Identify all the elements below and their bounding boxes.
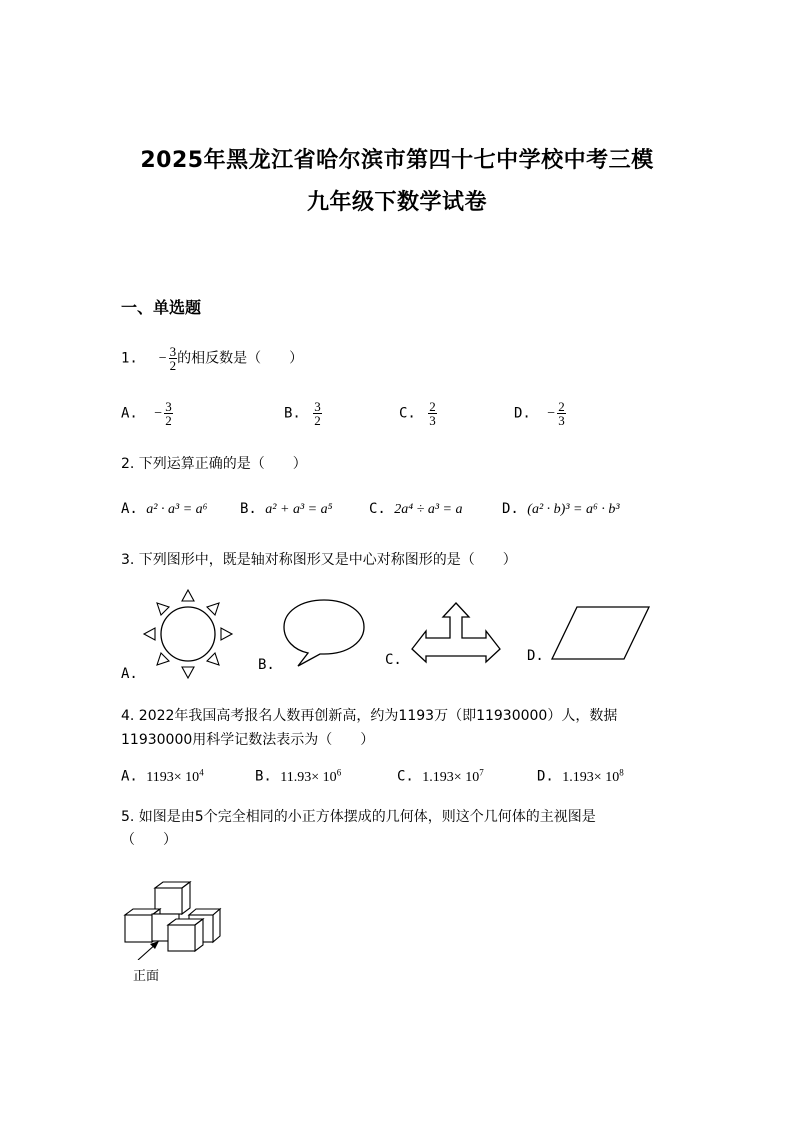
question-number: 1. <box>121 350 138 367</box>
question-4-line1: 4. 2022年我国高考报名人数再创新高，约为1193万（即11930000）人，数据 <box>121 708 618 724</box>
question-4-line2: 11930000用科学记数法表示为（ ） <box>121 732 375 748</box>
question-text: 的相反数是（ ） <box>177 350 304 367</box>
q4-option-b[interactable]: B. $11.93\times 10^6$ <box>255 767 342 785</box>
q1-option-a[interactable]: A. − $\frac{3}{2}$ <box>121 399 172 428</box>
speech-bubble-figure <box>280 596 368 670</box>
q1-option-d[interactable]: D. − $\frac{2}{3}$ <box>514 399 565 428</box>
q4-option-a[interactable]: A. $1193\times 10^4$ <box>121 767 204 785</box>
three-way-arrow-figure <box>408 600 504 666</box>
q3-option-a[interactable]: A. <box>121 666 138 682</box>
q3-option-b[interactable]: B. <box>258 657 275 673</box>
q2-option-c[interactable]: C. 2a⁴ ÷ a³ = a <box>369 501 463 517</box>
q3-option-c[interactable]: C. <box>385 652 402 668</box>
cubes-figure <box>120 880 226 960</box>
parallelogram-figure <box>550 604 652 662</box>
sun-figure <box>140 586 236 682</box>
section-heading: 一、单选题 <box>121 298 202 317</box>
q3-option-d[interactable]: D. <box>527 648 544 664</box>
q2-option-b[interactable]: B. a² + a³ = a⁵ <box>240 501 333 517</box>
question-1 <box>121 345 303 372</box>
q4-option-d[interactable]: D. $1.193\times 10^8$ <box>537 767 624 785</box>
q1-option-c[interactable]: C. $\frac{2}{3}$ <box>399 399 436 428</box>
exam-title-line2: 九年级下数学试卷 <box>306 190 487 215</box>
front-view-label: 正面 <box>133 969 160 984</box>
question-3: 3. 下列图形中，既是轴对称图形又是中心对称图形的是（ ） <box>121 552 517 568</box>
minus-sign: − <box>158 350 167 366</box>
question-5-line2: （ ） <box>121 832 177 848</box>
question-2: 2. 下列运算正确的是（ ） <box>121 456 307 472</box>
exam-title-line1: 2025年黑龙江省哈尔滨市第四十七中学校中考三模 <box>140 148 654 173</box>
q2-option-d[interactable]: D. (a² · b)³ = a⁶ · b³ <box>502 501 620 517</box>
question-5-line1: 5. 如图是由5个完全相同的小正方体摆成的几何体，则这个几何体的主视图是 <box>121 809 596 825</box>
q2-option-a[interactable]: A. a² · a³ = a⁶ <box>121 501 208 517</box>
q1-option-b[interactable]: B. $\frac{3}{2}$ <box>284 399 321 428</box>
fraction: $\frac{3}{2}$ <box>169 344 177 373</box>
q4-option-c[interactable]: C. $1.193\times 10^7$ <box>397 767 484 785</box>
